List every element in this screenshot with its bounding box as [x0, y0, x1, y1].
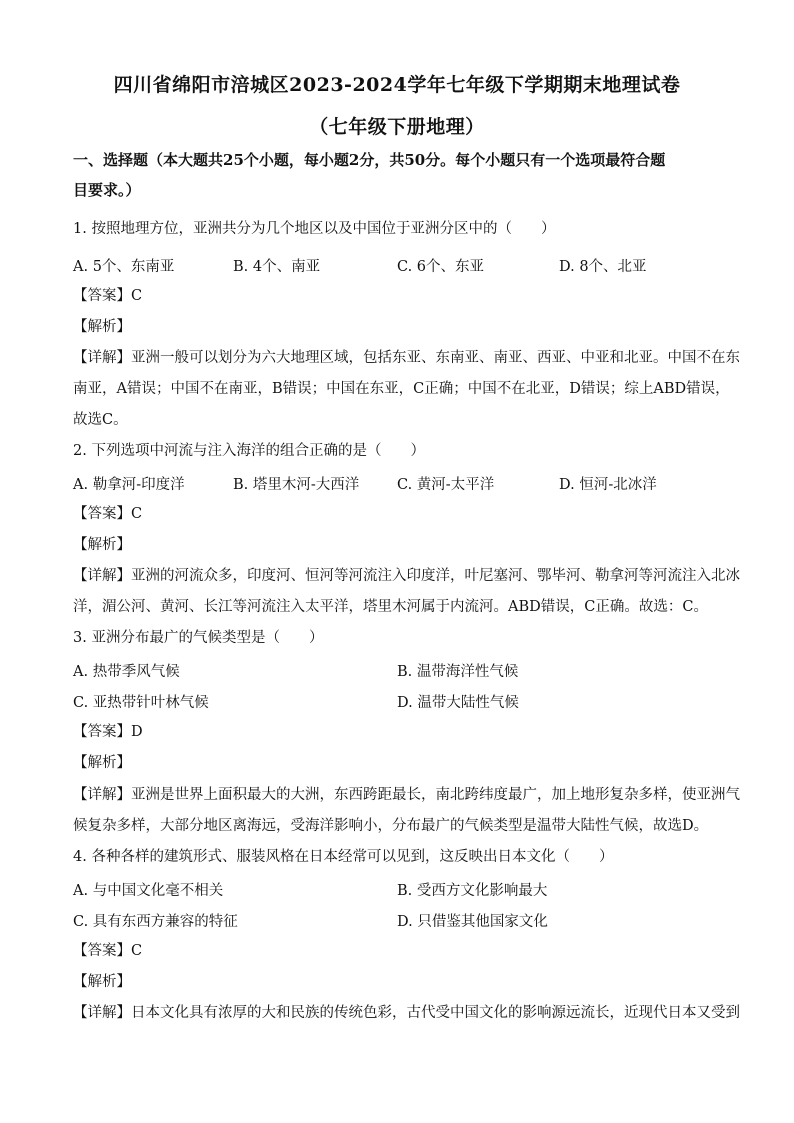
section-heading-cont: 目要求。） — [73, 181, 141, 199]
question-stem: 1. 按照地理方位，亚洲共分为几个地区以及中国位于亚洲分区中的（ ） — [73, 221, 556, 237]
option-c: C. 6个、东亚 — [397, 259, 485, 275]
option-c: C. 黄河-太平洋 — [397, 477, 495, 493]
detail-text: 【详解】亚洲的河流众多，印度河、恒河等河流注入印度洋，叶尼塞河、鄂毕河、勒拿河等河流注入北冰 — [73, 568, 740, 584]
option-d: D. 恒河-北冰洋 — [559, 477, 657, 493]
detail-text: 【详解】亚洲是世界上面积最大的大洲，东西跨距最长，南北跨纬度最广，加上地形复杂多样，使亚洲气 — [73, 787, 740, 803]
detail-text: 故选C。 — [73, 412, 128, 428]
detail-text: 南亚，A错误；中国不在南亚，B错误；中国在东亚，C正确；中国不在北亚，D错误；综上ABD错误， — [73, 381, 730, 397]
option-a: A. 5个、东南亚 — [73, 259, 175, 275]
option-a: A. 与中国文化毫不相关 — [73, 883, 224, 899]
answer-label: 【答案】C — [73, 943, 143, 959]
section-heading: 一、选择题（本大题共25个小题，每小题2分，共50分。每个小题只有一个选项最符合题 — [73, 151, 666, 169]
option-d: D. 温带大陆性气候 — [397, 695, 519, 711]
option-c: C. 亚热带针叶林气候 — [73, 695, 209, 711]
option-c: C. 具有东西方兼容的特征 — [73, 914, 238, 930]
option-b: B. 4个、南亚 — [233, 259, 321, 275]
analysis-label: 【解析】 — [73, 974, 131, 990]
option-b: B. 受西方文化影响最大 — [397, 883, 548, 899]
analysis-label: 【解析】 — [73, 537, 131, 553]
detail-text: 洋，湄公河、黄河、长江等河流注入太平洋，塔里木河属于内流河。ABD错误，C正确。故选：C。 — [73, 599, 708, 615]
detail-text: 候复杂多样，大部分地区离海远，受海洋影响小，分布最广的气候类型是温带大陆性气候，故选D。 — [73, 818, 709, 834]
analysis-label: 【解析】 — [73, 319, 131, 335]
answer-label: 【答案】D — [73, 724, 143, 740]
analysis-label: 【解析】 — [73, 755, 131, 771]
question-stem: 4. 各种各样的建筑形式、服装风格在日本经常可以见到，这反映出日本文化（ ） — [73, 849, 614, 865]
detail-text: 【详解】日本文化具有浓厚的大和民族的传统色彩，古代受中国文化的影响源远流长，近现代日本又受到 — [73, 1005, 740, 1021]
question-stem: 2. 下列选项中河流与注入海洋的组合正确的是（ ） — [73, 443, 425, 459]
option-b: B. 温带海洋性气候 — [397, 664, 519, 680]
option-d: D. 8个、北亚 — [559, 259, 647, 275]
option-b: B. 塔里木河-大西洋 — [233, 477, 360, 493]
option-a: A. 热带季风气候 — [73, 664, 180, 680]
question-stem: 3. 亚洲分布最广的气候类型是（ ） — [73, 630, 324, 646]
page-subtitle: （七年级下册地理） — [309, 116, 485, 138]
answer-label: 【答案】C — [73, 506, 143, 522]
detail-text: 【详解】亚洲一般可以划分为六大地理区域，包括东亚、东南亚、南亚、西亚、中亚和北亚。中国不在东 — [73, 350, 740, 366]
option-d: D. 只借鉴其他国家文化 — [397, 914, 548, 930]
answer-label: 【答案】C — [73, 288, 143, 304]
page-title: 四川省绵阳市涪城区2023-2024学年七年级下学期期末地理试卷 — [113, 74, 681, 96]
option-a: A. 勒拿河-印度洋 — [73, 477, 185, 493]
